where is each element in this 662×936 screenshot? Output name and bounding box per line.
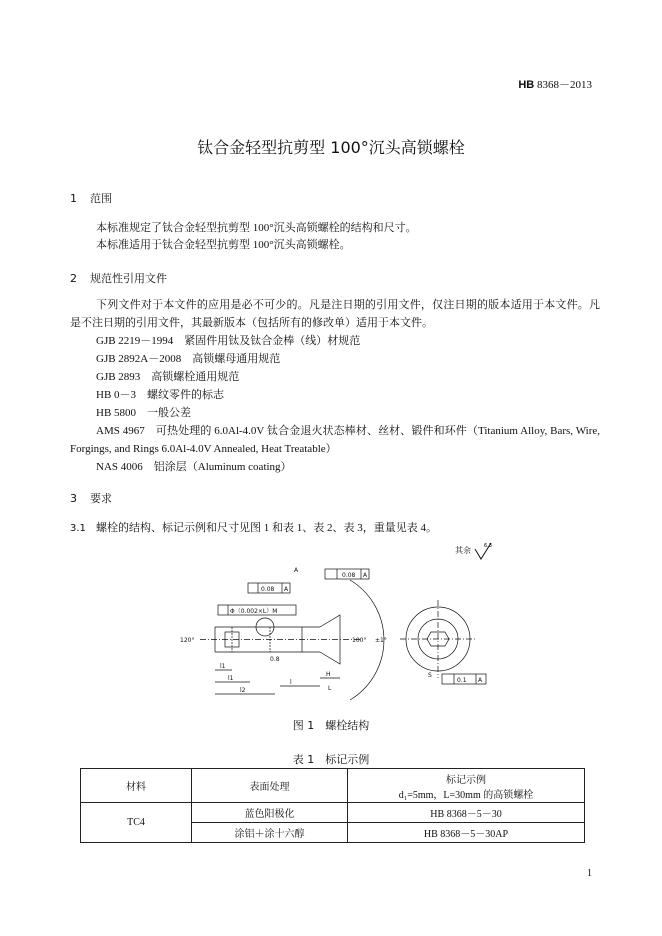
page-number: 1 xyxy=(587,868,592,879)
header-example-line: d₁=5mm，L=30mm 的高锁螺栓 xyxy=(398,789,534,801)
section-title: 规范性引用文件 xyxy=(90,272,167,285)
position-frame xyxy=(218,605,296,615)
head-angle: 100° xyxy=(352,637,367,644)
reference-item: HB 0－3 螺纹零件的标志 xyxy=(96,389,225,401)
cell-material: TC4 xyxy=(81,803,192,843)
standard-code: 8368－2013 xyxy=(537,79,592,91)
standard-number xyxy=(518,76,592,92)
svg-text:l1: l1 xyxy=(220,663,226,670)
paragraph: 下列文件对于本文件的应用是必不可少的。凡是注日期的引用文件，仅注日期的版本适用于本文件。凡是不注日期的引用文件，其最新版本（包括所有的修改单）适用于本文件。 xyxy=(70,299,600,329)
paragraph: 本标准规定了钛合金轻型抗剪型 100°沉头高锁螺栓的结构和尺寸。 xyxy=(96,222,417,234)
svg-text:0.08: 0.08 xyxy=(261,586,275,593)
section-3-heading xyxy=(70,490,112,506)
section-1-heading xyxy=(70,190,112,206)
svg-text:S: S xyxy=(428,672,432,679)
table-row xyxy=(81,803,585,823)
svg-text:A: A xyxy=(363,572,368,579)
head-angle-tolerance: ±1° xyxy=(375,637,387,644)
paragraph: 本标准适用于钛合金轻型抗剪型 100°沉头高锁螺栓。 xyxy=(96,239,351,251)
reference-item: GJB 2892A－2008 高锁螺母通用规范 xyxy=(96,353,281,365)
tip-angle: 120° xyxy=(180,637,195,644)
roughness-label: 其余 xyxy=(455,545,471,555)
clause-number: 3.1 xyxy=(70,523,86,534)
header-surface: 表面处理 xyxy=(192,769,348,803)
datum-label: A xyxy=(294,567,299,574)
header-material: 材料 xyxy=(81,769,192,803)
svg-text:l1: l1 xyxy=(228,675,234,682)
bolt-shank xyxy=(200,615,360,664)
table-caption: 表 1 标记示例 xyxy=(292,753,370,766)
section-title: 范围 xyxy=(90,192,112,205)
figure-caption: 图 1 螺栓结构 xyxy=(292,719,370,732)
svg-text:Φ（0.002×L）M: Φ（0.002×L）M xyxy=(230,608,278,615)
svg-text:l: l xyxy=(290,679,292,686)
svg-text:l2: l2 xyxy=(240,687,246,694)
svg-text:6.3: 6.3 xyxy=(484,543,492,549)
cell-example: HB 8368－5－30AP xyxy=(348,823,585,843)
section-2-heading xyxy=(70,270,167,286)
clause-3-1 xyxy=(70,519,437,538)
cell-surface: 涂铝＋涂十六醇 xyxy=(192,823,348,843)
section-title: 要求 xyxy=(90,492,112,505)
reference-item: GJB 2893 高锁螺栓通用规范 xyxy=(96,371,240,383)
header-example-line: 标记示例 xyxy=(446,774,486,786)
flatness-frame xyxy=(325,569,369,579)
clause-text: 螺栓的结构、标记示例和尺寸见图 1 和表 1、表 2、表 3，重量见表 4。 xyxy=(96,522,437,534)
bolt-drawing xyxy=(170,560,500,708)
reference-item: GJB 2219－1994 紧固件用钛及钛合金棒（线）材规范 xyxy=(96,335,361,347)
bolt-end-view xyxy=(400,600,486,684)
document-title: 钛合金轻型抗剪型 100°沉头高锁螺栓 xyxy=(197,138,465,157)
svg-text:A: A xyxy=(284,586,289,593)
roughness-symbol-icon xyxy=(473,541,495,561)
svg-text:H: H xyxy=(326,671,331,678)
surface-roughness-note xyxy=(455,541,495,561)
cell-surface: 蓝色阳极化 xyxy=(192,803,348,823)
length-dimensions xyxy=(215,656,340,694)
svg-text:0.8: 0.8 xyxy=(270,656,280,663)
svg-text:A: A xyxy=(478,677,483,684)
reference-item: NAS 4006 铝涂层（Aluminum coating） xyxy=(96,461,292,473)
section-number: 1 xyxy=(70,192,77,205)
svg-text:0.08: 0.08 xyxy=(342,572,356,579)
section-number: 3 xyxy=(70,492,77,505)
reference-item: HB 5800 一般公差 xyxy=(96,407,192,419)
section-number: 2 xyxy=(70,272,77,285)
standard-prefix: HB xyxy=(518,79,535,91)
svg-text:L: L xyxy=(328,685,332,692)
header-example xyxy=(348,769,585,803)
cell-example: HB 8368－5－30 xyxy=(348,803,585,823)
marking-example-table xyxy=(80,768,585,843)
table-header-row xyxy=(81,769,585,803)
reference-item: AMS 4967 可热处理的 6.0Al-4.0V 钛合金退火状态棒材、丝材、锻件和环件（Titanium Alloy, Bars, Wire, Forgings, and Rings 6.0Al-4.0V Annealed, Heat Treatable） xyxy=(70,425,600,455)
svg-text:0.1: 0.1 xyxy=(457,677,467,684)
runout-frame xyxy=(248,583,290,593)
